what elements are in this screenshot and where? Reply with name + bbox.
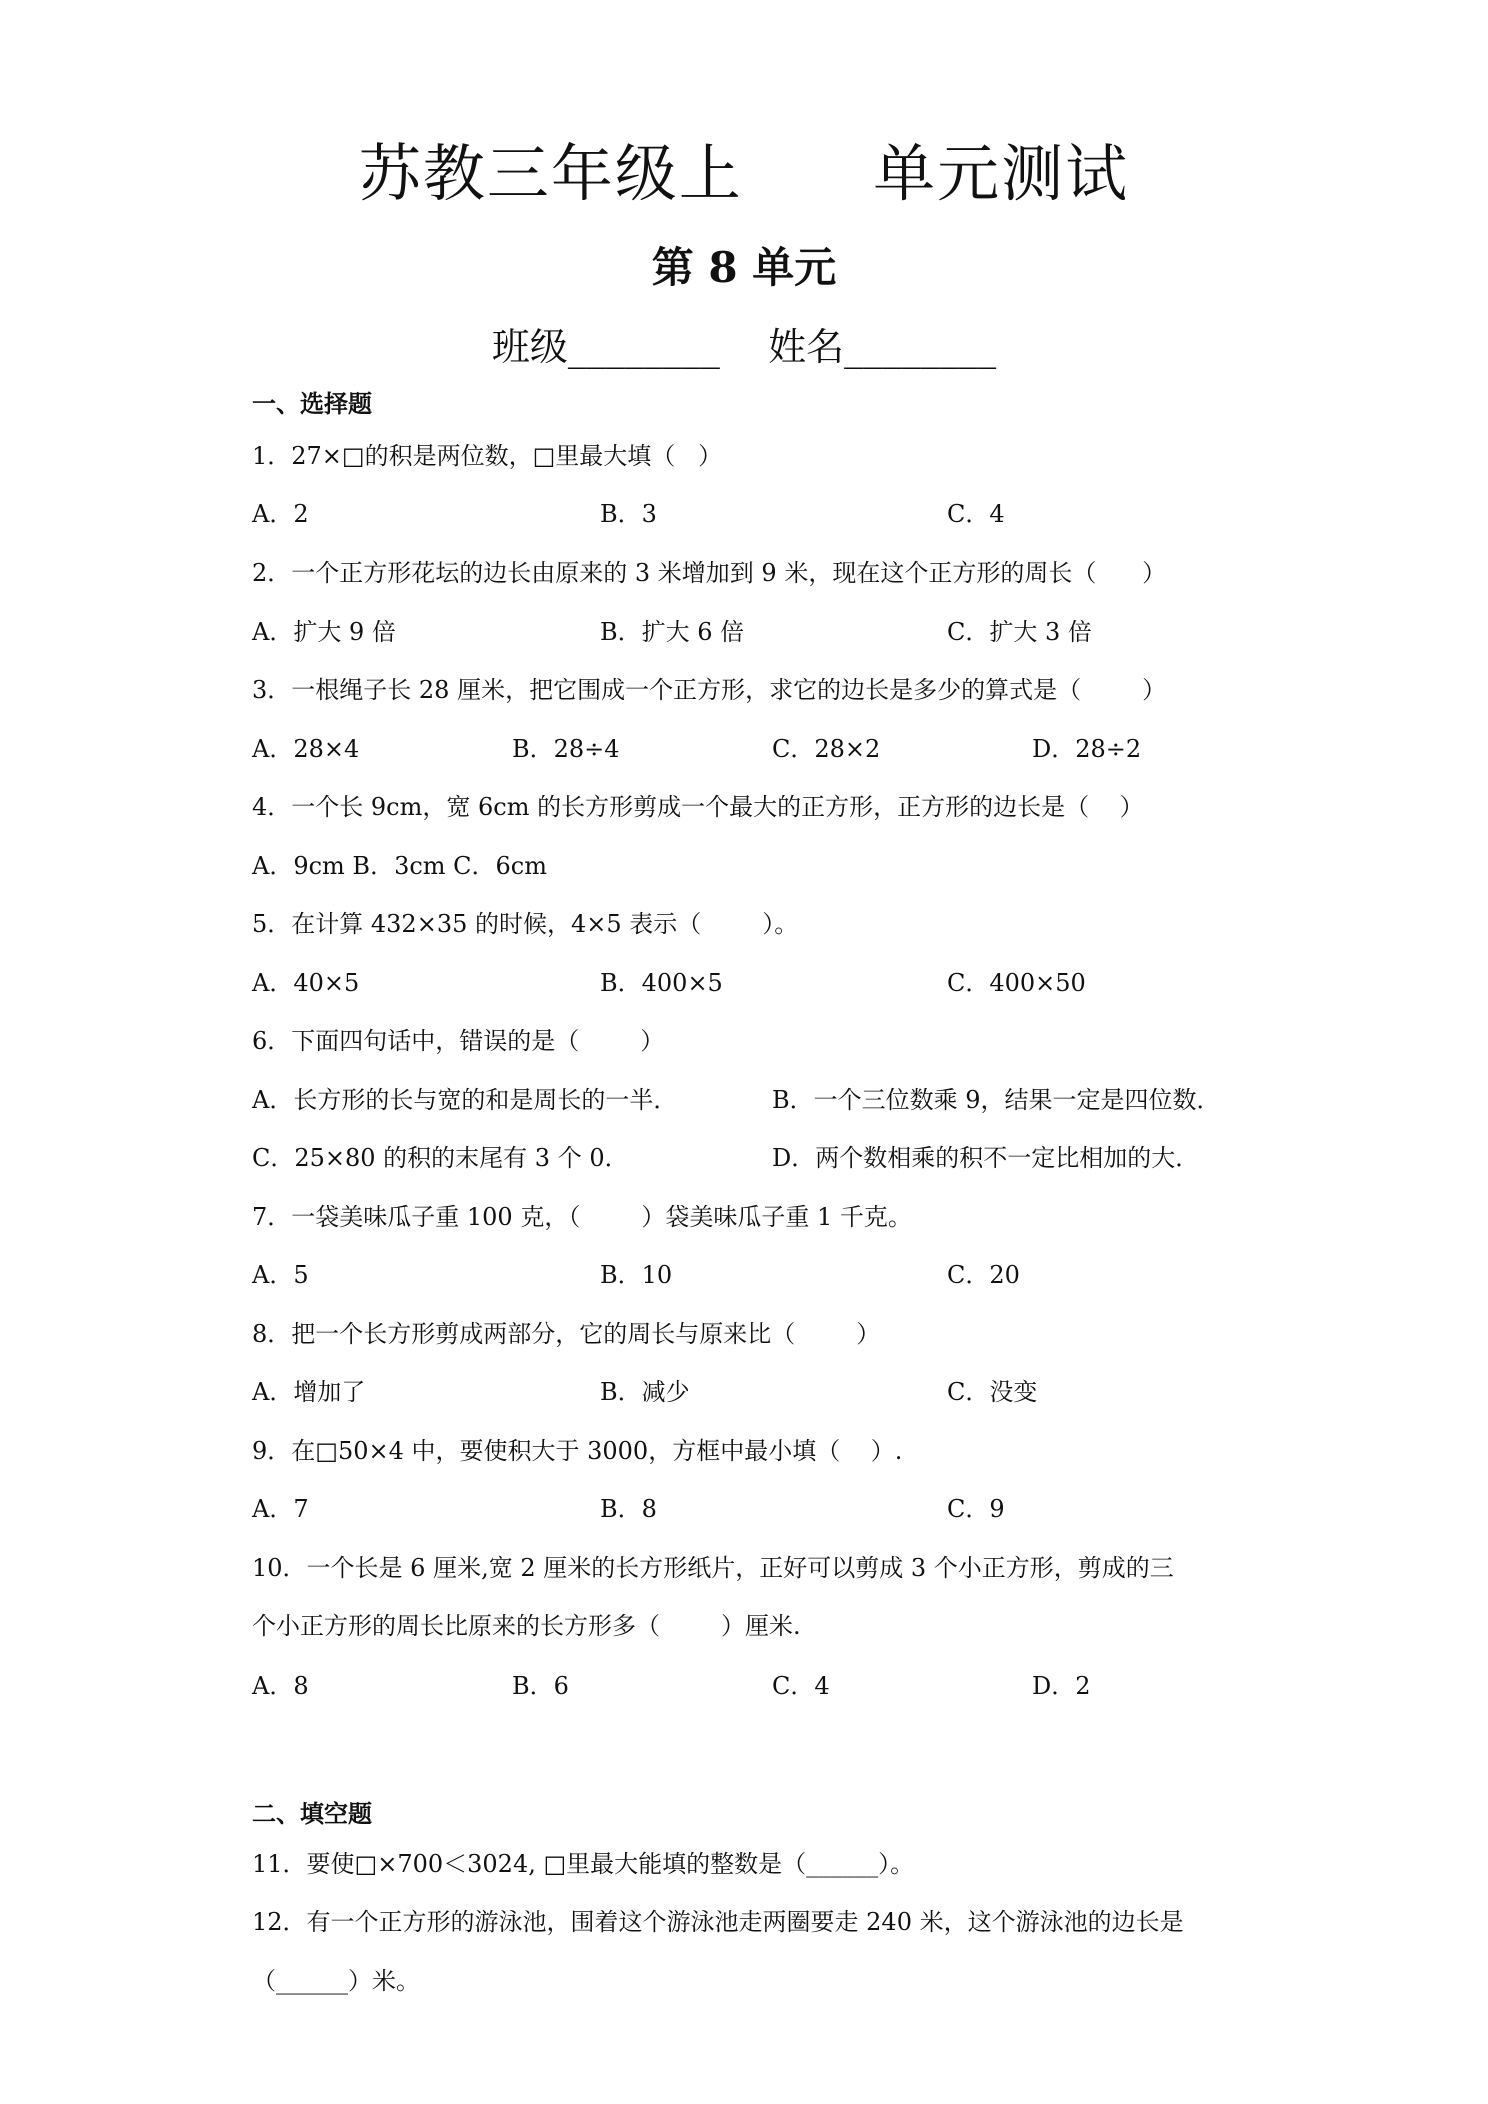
q9-option-a: A．7 [252,1495,309,1523]
q1-option-c: C．4 [947,500,1005,528]
q2-option-b: B．扩大 6 倍 [600,618,745,646]
q8-option-c: C．没变 [947,1378,1038,1406]
question-12-line-2: （______）米。 [252,1967,420,1995]
page-title: 苏教三年级上 单元测试 [358,137,1130,210]
q6-option-c: C．25×80 的积的末尾有 3 个 0． [252,1144,629,1172]
q10-option-d: D．2 [1032,1672,1091,1700]
q10-option-a: A．8 [252,1672,309,1700]
unit-subtitle: 第 8 单元 [651,243,837,292]
section-heading-fill: 二、填空题 [252,1799,372,1828]
q2-option-a: A．扩大 9 倍 [252,618,396,646]
q5-option-c: C．400×50 [947,969,1086,997]
question-4: 4．一个长 9cm，宽 6cm 的长方形剪成一个最大的正方形，正方形的边长是（ ） [252,793,1144,821]
q4-options: A．9cm B．3cm C．6cm [252,852,547,880]
question-11: 11．要使□×700＜3024, □里最大能填的整数是（______）。 [252,1850,915,1878]
q7-option-a: A．5 [252,1261,309,1289]
question-7: 7．一袋美味瓜子重 100 克，（ ）袋美味瓜子重 1 千克。 [252,1203,912,1231]
section-heading-choice: 一、选择题 [252,389,372,418]
q5-option-b: B．400×5 [600,969,723,997]
question-9: 9．在□50×4 中，要使积大于 3000，方框中最小填（ ）. [252,1437,903,1465]
q8-option-a: A．增加了 [252,1378,366,1406]
q3-option-c: C．28×2 [772,735,881,763]
q1-option-b: B．3 [600,500,657,528]
q10-option-b: B．6 [512,1672,569,1700]
question-1: 1．27×□的积是两位数，□里最大填（ ） [252,442,723,470]
q6-option-b: B．一个三位数乘 9，结果一定是四位数． [772,1086,1221,1114]
question-6: 6．下面四句话中，错误的是（ ） [252,1027,665,1055]
q7-option-b: B．10 [600,1261,673,1289]
q8-option-b: B．减少 [600,1378,690,1406]
question-2: 2．一个正方形花坛的边长由原来的 3 米增加到 9 米，现在这个正方形的周长（ ） [252,559,1167,587]
question-3: 3．一根绳子长 28 厘米，把它围成一个正方形，求它的边长是多少的算式是（ ） [252,676,1167,704]
q10-option-c: C．4 [772,1672,830,1700]
q3-option-d: D．28÷2 [1032,735,1142,763]
question-10-line-1: 10．一个长是 6 厘米,宽 2 厘米的长方形纸片，正好可以剪成 3 个小正方形，剪成的三 [252,1554,1174,1582]
question-5: 5．在计算 432×35 的时候，4×5 表示（ ）。 [252,910,799,938]
question-10-line-2: 个小正方形的周长比原来的长方形多（ ）厘米. [252,1612,801,1640]
question-8: 8．把一个长方形剪成两部分，它的周长与原来比（ ） [252,1320,881,1348]
q6-option-a: A．长方形的长与宽的和是周长的一半． [252,1086,678,1114]
q9-option-b: B．8 [600,1495,657,1523]
q1-option-a: A．2 [252,500,309,528]
q2-option-c: C．扩大 3 倍 [947,618,1092,646]
q3-option-a: A．28×4 [252,735,360,763]
q3-option-b: B．28÷4 [512,735,620,763]
q5-option-a: A．40×5 [252,969,360,997]
q7-option-c: C．20 [947,1261,1020,1289]
q6-option-d: D．两个数相乘的积不一定比相加的大． [772,1144,1200,1172]
question-12-line-1: 12．有一个正方形的游泳池，围着这个游泳池走两圈要走 240 米，这个游泳池的边长是 [252,1908,1184,1936]
class-name-fields: 班级________ 姓名________ [491,325,997,369]
q9-option-c: C．9 [947,1495,1005,1523]
